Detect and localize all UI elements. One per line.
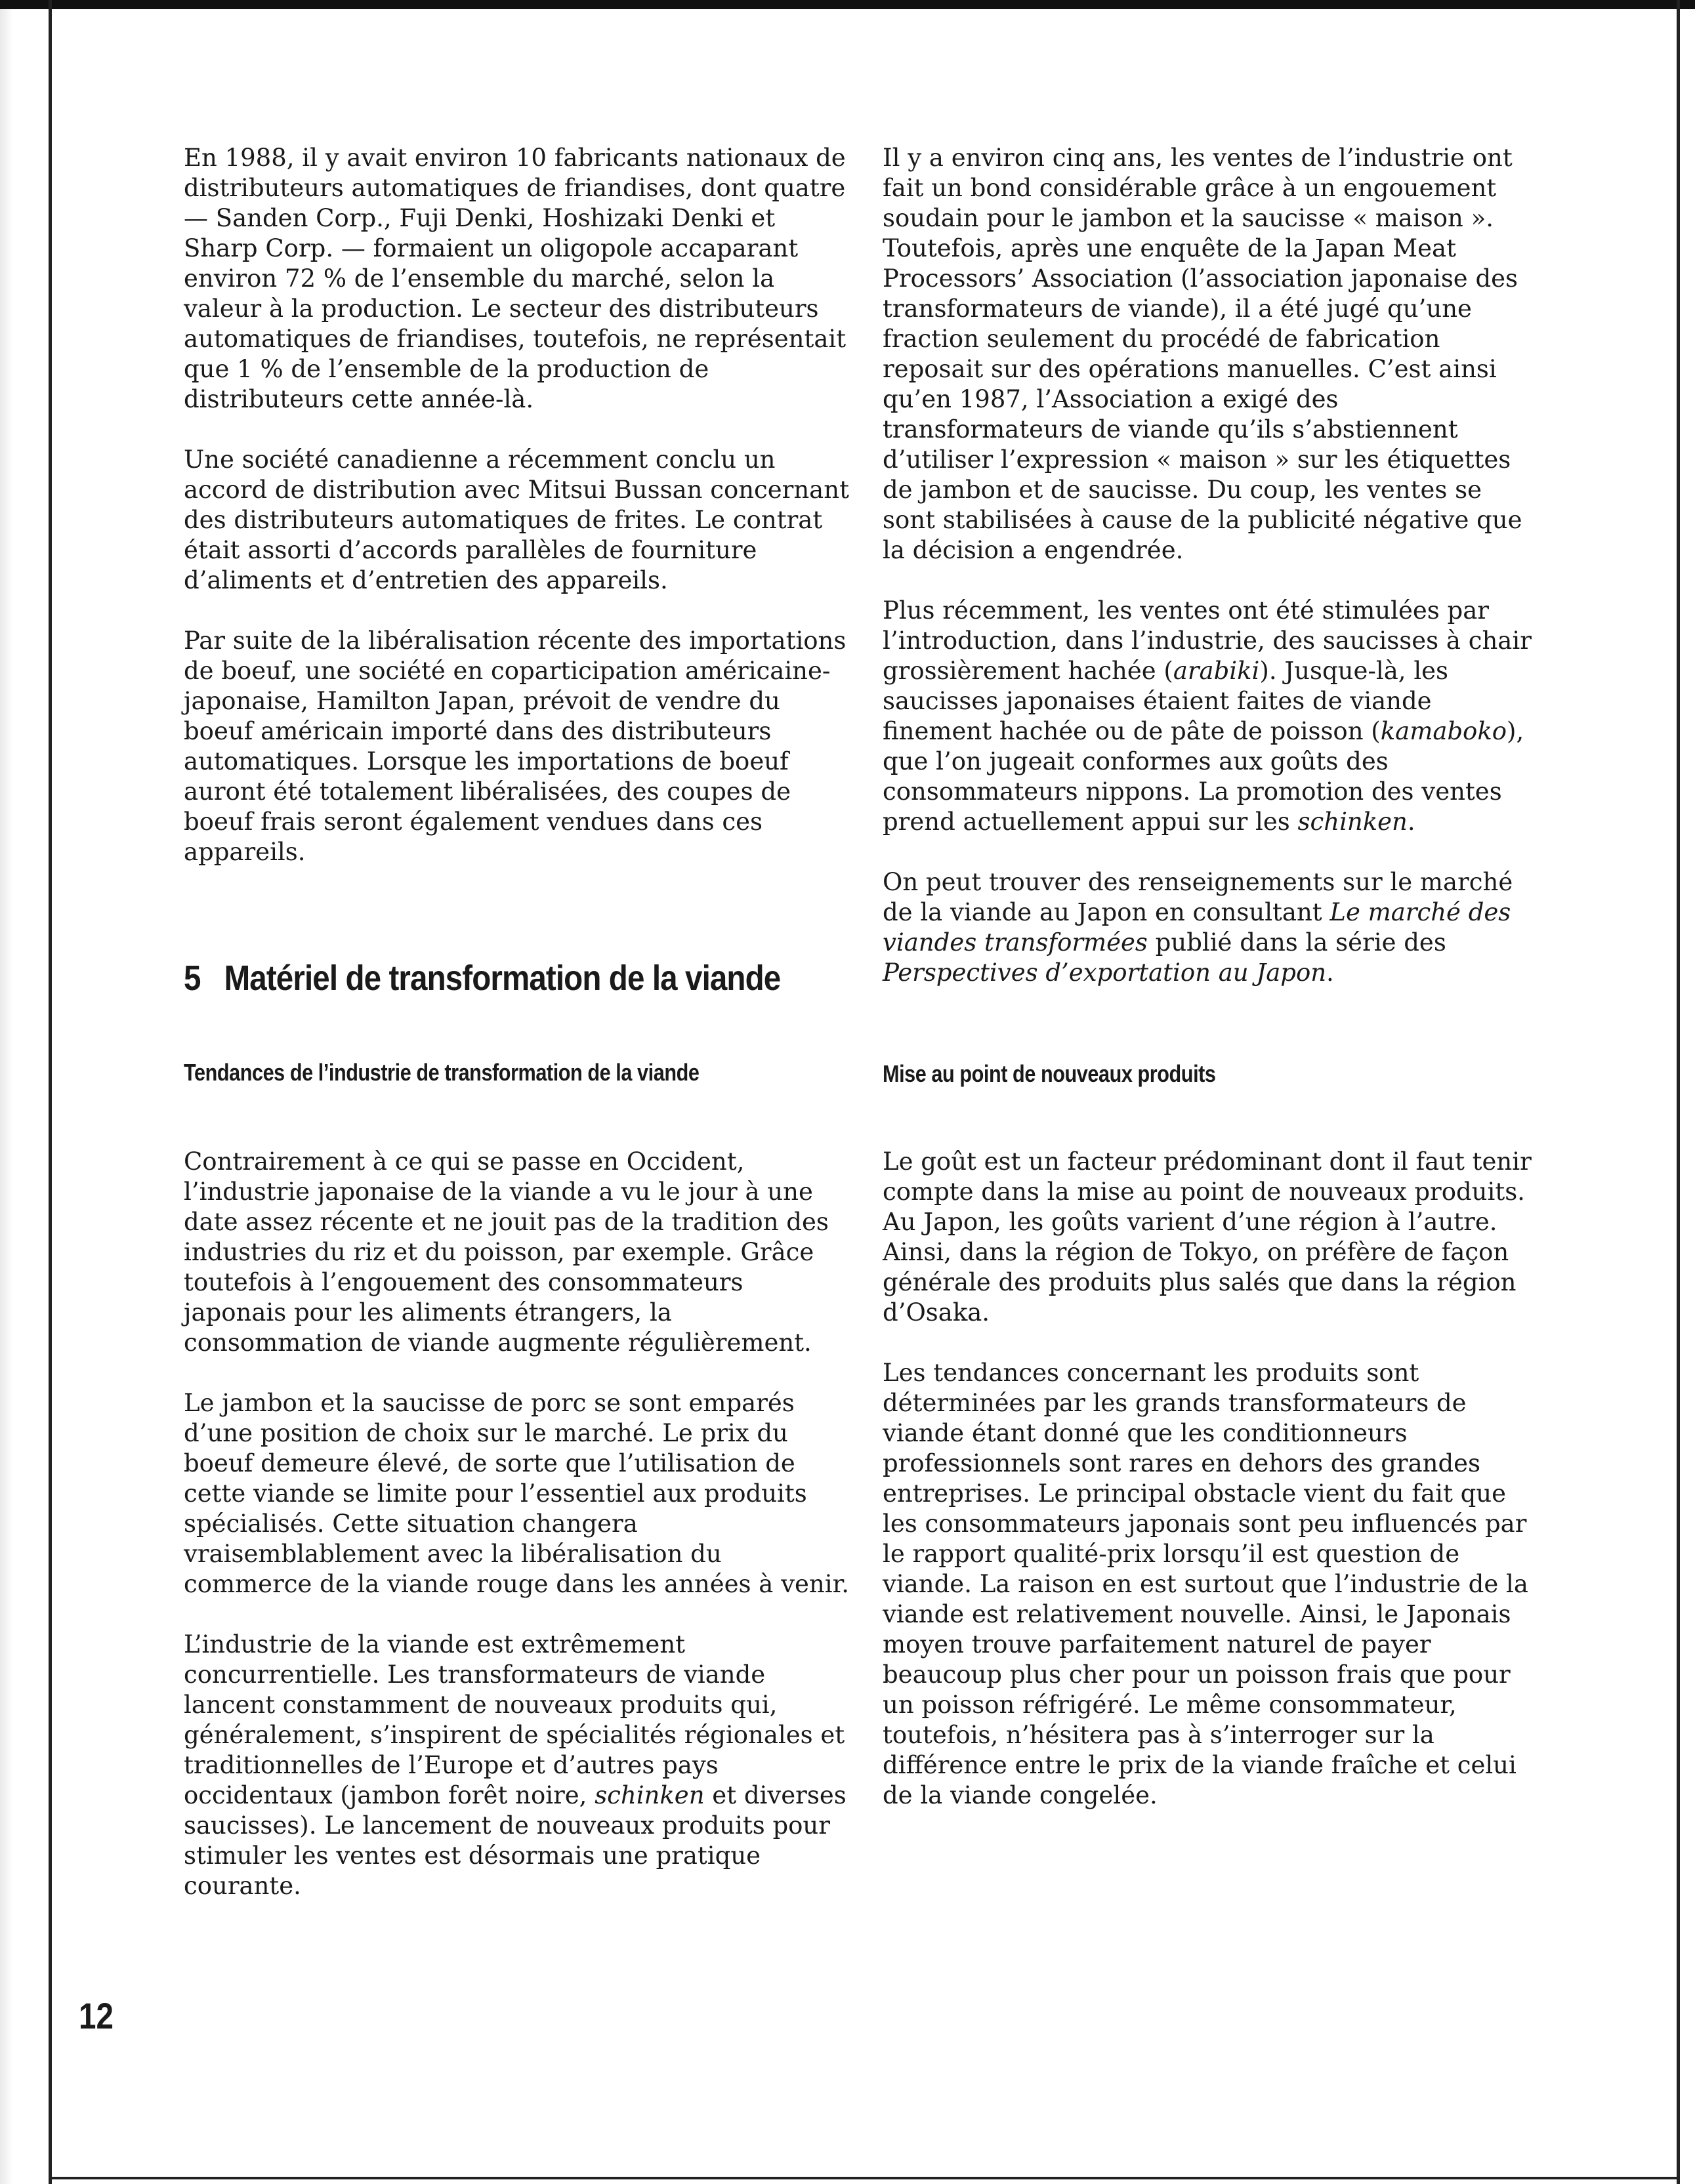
section-number: 5 (184, 958, 201, 998)
paragraph-beef-liberalisation: Par suite de la libéralisation récente des importations de boeuf, une société en coparticipation américaine-japonaise, Hamilton Japan, prévoit de vendre du boeuf américain importé dans des distributeurs automatiques. Lorsque les importations de boeuf auront été totalement libéralisées, des coupes de boeuf frais seront également vendues dans ces appareils. (184, 627, 847, 866)
paragraph-maison-sales: Il y a environ cinq ans, les ventes de l’industrie ont fait un bond considérable grâce à un engouement soudain pour le jambon et la saucisse « maison ». Toutefois, après une enquête de la Japan Meat Processors’ Association (l’association japonaise des transformateurs de viande), il a été jugé qu’une fraction seulement du procédé de fabrication reposait sur des opérations manuelles. C’est ainsi qu’en 1987, l’Association a exigé des transformateurs de viande qu’ils s’abstiennent d’utiliser l’expression « maison » sur les étiquettes de jambon et de saucisse. Du coup, les ventes se sont stabilisées à cause de la publicité négative que la décision a engendrée. (883, 144, 1522, 564)
left-column (184, 143, 853, 1901)
right-border-rule (1677, 0, 1680, 2184)
section-title: Matériel de transformation de la viande (224, 958, 781, 998)
paragraph-industry-origin: Contrairement à ce qui se passe en Occident, l’industrie japonaise de la viande a vu le jour à une date assez récente et ne jouit pas de la tradition des industries du riz et du poisson, par exemple. Grâce toutefois à l’engouement des consommateurs japonais pour les aliments étrangers, la consommation de viande augmente régulièrement. (184, 1147, 829, 1357)
subheading-new-products: Mise au point de nouveaux produits (883, 1060, 1216, 1087)
paragraph-vending-manufacturers: En 1988, il y avait environ 10 fabricants nationaux de distributeurs automatiques de friandises, dont quatre — Sanden Corp., Fuji Denki, Hoshizaki Denki et Sharp Corp. — formaient un oligopole accaparant environ 72 % de l’ensemble du marché, selon la valeur à la production. Le secteur des distributeurs automatiques de friandises, toutefois, ne représentait que 1 % de l’ensemble de la production de distributeurs cette année-là. (184, 144, 847, 413)
page-number: 12 (79, 1995, 114, 2036)
paragraph-taste-factor: Le goût est un facteur prédominant dont il faut tenir compte dans la mise au point de nouveaux produits. Au Japon, les goûts varient d’une région à l’autre. Ainsi, dans la région de Tokyo, on préfère de façon générale des produits plus salés que dans la région d’Osaka. (883, 1147, 1532, 1327)
scan-edge-shadow (0, 0, 13, 2184)
paragraph-canadian-company: Une société canadienne a récemment conclu un accord de distribution avec Mitsui Bussan concernant des distributeurs automatiques de frites. Le contrat était assorti d’accords parallèles de fourniture d’aliments et d’entretien des appareils. (184, 445, 849, 594)
paragraph-ham-sausage: Le jambon et la saucisse de porc se sont emparés d’une position de choix sur le marché. Le prix du boeuf demeure élevé, de sorte que l’utilisation de cette viande se limite pour l’essentiel aux produits spécialisés. Cette situation changera vraisemblablement avec la libéralisation du commerce de la viande rouge dans les années à venir. (184, 1389, 849, 1598)
paragraph-competition: L’industrie de la viande est extrêmement concurrentielle. Les transformateurs de viande lancent constamment de nouveaux produits qui, généralement, s’inspirent de spécialités régionales et traditionnelles de l’Europe et d’autres pays occidentaux (jambon forêt noire, schinken et diverses saucisses). Le lancement de nouveaux produits pour stimuler les ventes est désormais une pratique courante. (184, 1630, 847, 1900)
left-border-rule (49, 0, 52, 2184)
paragraph-market-info: On peut trouver des renseignements sur le marché de la viande au Japon en consultant Le marché des viandes transformées publié dans la série des Perspectives d’exportation au Japon. (883, 868, 1513, 987)
paragraph-product-trends: Les tendances concernant les produits sont déterminées par les grands transformateurs de viande étant donné que les conditionneurs professionnels sont rares en dehors des grandes entreprises. Le principal obstacle vient du fait que les consommateurs japonais sont peu influencés par le rapport qualité-prix lorsqu’il est question de viande. La raison en est surtout que l’industrie de la viande est relativement nouvelle. Ainsi, le Japonais moyen trouve parfaitement naturel de payer beaucoup plus cher pour un poisson frais que pour un poisson réfrigéré. Le même consommateur, toutefois, n’hésitera pas à s’interroger sur la différence entre le prix de la viande fraîche et celui de la viande congelée. (883, 1359, 1528, 1809)
bottom-border-rule (49, 2177, 1680, 2179)
top-border-rule (0, 0, 1695, 9)
right-column (883, 143, 1539, 1811)
paragraph-arabiki-sausages: Plus récemment, les ventes ont été stimulées par l’introduction, dans l’industrie, des saucisses à chair grossièrement hachée (arabiki). Jusque-là, les saucisses japonaises étaient faites de viande finement hachée ou de pâte de poisson (kamaboko), que l’on jugeait conformes aux goûts des consommateurs nippons. La promotion des ventes prend actuellement appui sur les schinken. (883, 596, 1532, 836)
subheading-industry-trends: Tendances de l’industrie de transformation de la viande (184, 1059, 700, 1086)
section-heading (184, 958, 781, 999)
